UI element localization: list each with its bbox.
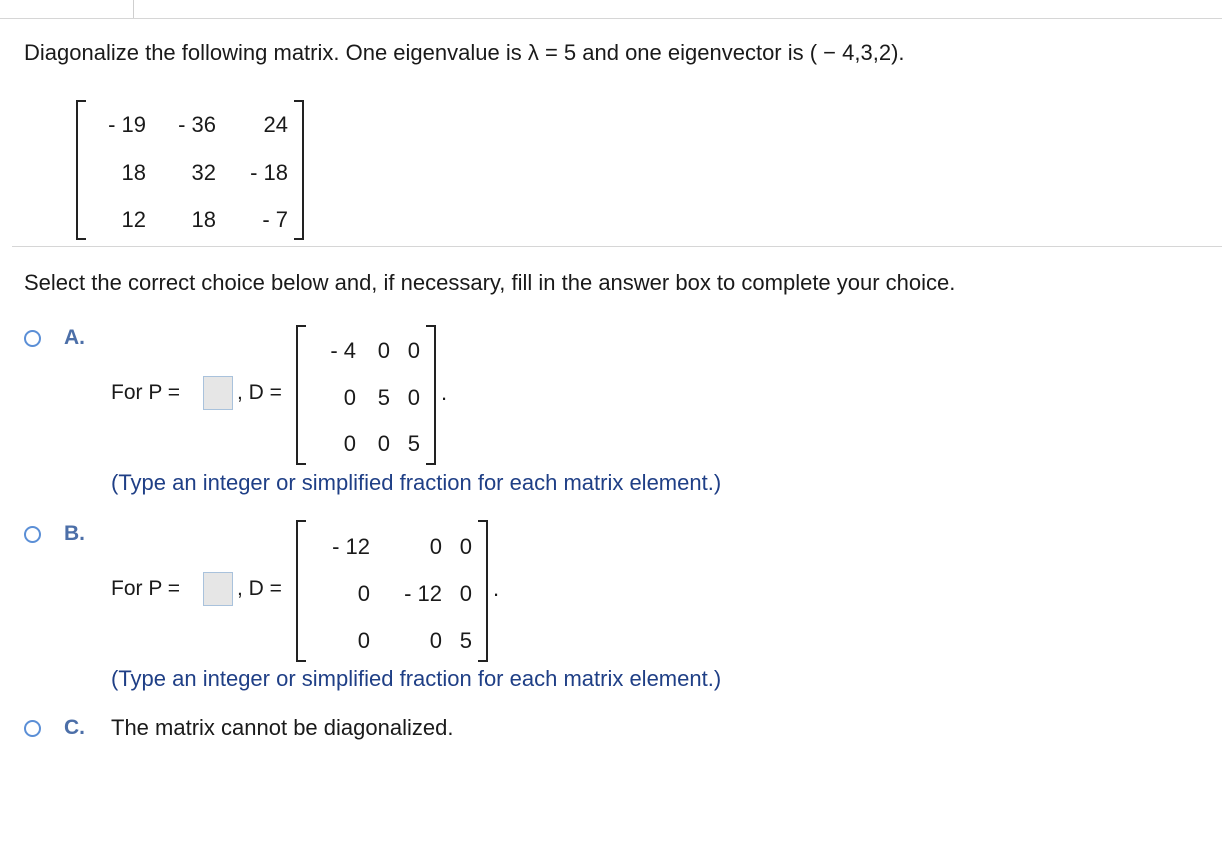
matrix-cell: 0 <box>429 628 442 653</box>
matrix-right-bracket <box>426 325 436 465</box>
matrix-cell: 0 <box>357 581 370 606</box>
choice-c-letter: C. <box>64 716 85 739</box>
instruction-text: Select the correct choice below and, if necessary, fill in the answer box to complete your choice. <box>24 270 956 295</box>
matrix-cell: 18 <box>191 207 216 232</box>
matrix-cell: 0 <box>407 385 420 410</box>
matrix-cell: 0 <box>459 534 472 559</box>
matrix-right-bracket <box>478 520 488 662</box>
matrix-cell: 0 <box>377 338 390 363</box>
choice-a-period: . <box>441 380 448 405</box>
choice-b-d-matrix <box>296 520 488 662</box>
matrix-cell: 24 <box>263 112 288 137</box>
section-divider <box>12 246 1222 247</box>
choice-c-radio[interactable] <box>24 720 41 737</box>
matrix-cell: 0 <box>459 581 472 606</box>
choice-b-hint: (Type an integer or simplified fraction for each matrix element.) <box>111 666 722 691</box>
choice-b-for-p-label: For P = <box>111 577 181 600</box>
matrix-cell: 0 <box>377 431 390 456</box>
matrix-right-bracket <box>294 100 304 240</box>
matrix-cell: 5 <box>407 431 420 456</box>
given-matrix <box>76 100 304 240</box>
matrix-cell: 0 <box>429 534 442 559</box>
matrix-cell: 5 <box>377 385 390 410</box>
choice-a-p-answer-box[interactable] <box>203 376 233 410</box>
matrix-cell: 0 <box>343 431 356 456</box>
matrix-cell: - 19 <box>108 112 146 137</box>
matrix-cell: 0 <box>407 338 420 363</box>
choice-c-text: The matrix cannot be diagonalized. <box>111 715 454 740</box>
choice-a-d-label: , D = <box>237 381 282 404</box>
top-divider <box>0 18 1222 19</box>
matrix-cell: - 18 <box>250 160 288 185</box>
matrix-cell: - 4 <box>330 338 356 363</box>
matrix-cell: - 7 <box>262 207 288 232</box>
matrix-cell: 0 <box>357 628 370 653</box>
matrix-cell: 5 <box>459 628 472 653</box>
choice-a-letter: A. <box>64 326 85 349</box>
matrix-cell: 0 <box>343 385 356 410</box>
matrix-cell: 12 <box>121 207 146 232</box>
choice-b-radio[interactable] <box>24 526 41 543</box>
matrix-cell: 32 <box>191 160 216 185</box>
choice-b-d-label: , D = <box>237 577 282 600</box>
choice-b-letter: B. <box>64 522 85 545</box>
matrix-cell: - 36 <box>178 112 216 137</box>
matrix-left-bracket <box>76 100 86 240</box>
choice-b-p-answer-box[interactable] <box>203 572 233 606</box>
choice-b-period: . <box>493 576 500 601</box>
question-text: Diagonalize the following matrix. One eigenvalue is λ = 5 and one eigenvector is ( − 4,3,2). <box>24 40 905 65</box>
matrix-left-bracket <box>296 520 306 662</box>
choice-a-hint: (Type an integer or simplified fraction for each matrix element.) <box>111 470 722 495</box>
matrix-left-bracket <box>296 325 306 465</box>
matrix-cell: 18 <box>121 160 146 185</box>
choice-a-radio[interactable] <box>24 330 41 347</box>
top-divider-tick <box>133 0 134 18</box>
choice-a-for-p-label: For P = <box>111 381 181 404</box>
choice-a-d-matrix <box>296 325 436 465</box>
matrix-cell: - 12 <box>404 581 442 606</box>
matrix-cell: - 12 <box>332 534 370 559</box>
